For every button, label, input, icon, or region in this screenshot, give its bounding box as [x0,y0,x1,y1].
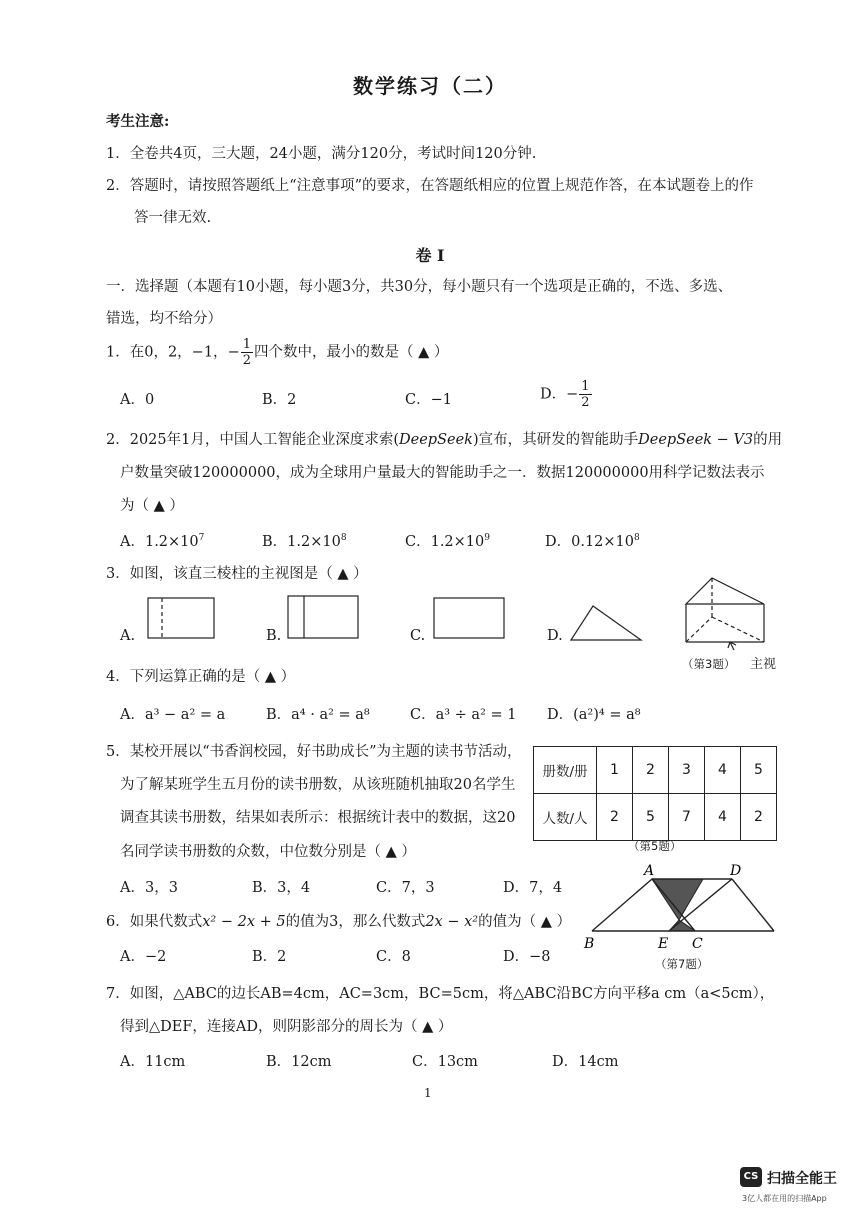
scanner-brand: 扫描全能王 [767,1171,837,1187]
point-a-label: A [644,863,655,879]
table-cell: 2 [597,794,633,841]
table-cell: 5 [633,794,669,841]
q1-option-a: A．0 [120,392,155,408]
q3-prism-figure [676,572,774,652]
table-cell: 2 [741,794,777,841]
q7-caption: （第7题） [655,957,709,971]
volume-title: 卷 I [415,246,445,265]
question-4-stem: 4．下列运算正确的是（ ▲ ） [106,669,296,685]
q3-figure-a [140,592,220,644]
question-5-line-2: 为了解某班学生五月份的读书册数，从该班随机抽取20名学生 [120,777,516,793]
q3-figure-b [282,590,366,646]
q6-option-c: C．8 [376,949,411,965]
page-title: 数学练习（二） [353,74,507,98]
table-cell: 4 [705,747,741,794]
notice-heading: 考生注意: [106,113,170,130]
q6-option-d: D．−8 [503,949,551,965]
q4-option-a: A．a³ − a² = a [120,707,226,723]
q2-option-c: C．$1.2\times 10^9$ [405,533,490,550]
point-e-label: E [658,936,669,952]
q3-figure-c [428,592,508,644]
q5-stats-table [533,746,777,841]
q7-option-a: A．11cm [120,1054,186,1070]
point-c-label: C [692,936,703,952]
question-2-line-3: 为（ ▲ ） [120,498,184,514]
q3-caption: （第3题） [682,657,736,671]
question-5-line-4: 名同学读书册数的众数，中位数分别是（ ▲ ） [120,844,416,860]
q4-option-d: D．(a²)⁴ = a⁸ [547,707,641,723]
table-cell: 3 [669,747,705,794]
q1-option-c: C．−1 [405,392,452,408]
q2-option-b: B．$1.2\times 10^8$ [262,533,347,550]
table-cell: 7 [669,794,705,841]
q3-option-d: D. [547,628,563,644]
question-5-line-3: 调查其读书册数，结果如表所示：根据统计表中的数据，这20 [120,810,516,826]
table-row [534,794,777,841]
table-cell: 4 [705,794,741,841]
q5-option-c: C．7，3 [376,880,435,896]
notice-item-1: 1．全卷共4页，三大题，24小题，满分120分，考试时间120分钟. [106,146,537,162]
q6-option-b: B．2 [252,949,287,965]
q5-option-a: A．3，3 [120,880,178,896]
table-cell: 2 [633,747,669,794]
notice-item-2-cont: 答一律无效. [134,210,212,226]
table-cell: 1 [597,747,633,794]
scanner-tagline: 3亿人都在用的扫描App [742,1194,827,1203]
table-header-books: 册数/册 [534,747,597,794]
q1-option-b: B．2 [262,392,297,408]
table-row [534,747,777,794]
q5-option-d: D．7，4 [503,880,563,896]
q3-option-c: C. [410,628,426,644]
question-7-line-2: 得到△DEF，连接AD，则阴影部分的周长为（ ▲ ） [120,1019,453,1035]
q2-option-d: D．$0.12\times 10^8$ [545,533,640,550]
question-5-line-1: 5．某校开展以“书香润校园，好书助成长”为主题的读书节活动， [106,744,522,760]
question-3-stem: 3．如图，该直三棱柱的主视图是（ ▲ ） [106,566,368,582]
q7-option-d: D．14cm [552,1054,619,1070]
section-1-heading: 一．选择题（本题有10小题，每小题3分，共30分，每小题只有一个选项是正确的，不选、多选、 [106,279,733,295]
q1-option-d: D．− $\frac{1}{2}$ [540,379,590,410]
page-number: 1 [424,1086,432,1100]
q4-option-c: C．a³ ÷ a² = 1 [410,707,517,723]
q7-option-c: C．13cm [412,1054,478,1070]
question-6-stem: 6．如果代数式x² − 2x + 5的值为3，那么代数式2x − x²的值为（ ▲ ） [106,914,571,930]
q3-view-label: 主视 [750,657,777,672]
section-1-heading-cont: 错选，均不给分） [106,311,222,327]
scanner-logo: CS [740,1167,762,1187]
q4-option-b: B．a⁴ · a² = a⁸ [266,707,370,723]
q6-option-a: A．−2 [120,949,167,965]
q7-figure [580,858,780,968]
point-d-label: D [730,863,742,879]
question-1-stem: 1．在0，2，−1，− $\frac{1}{2}$ 四个数中，最小的数是（ ▲ ） [106,337,449,368]
question-2-line-2: 户数量突破120000000，成为全球用户量最大的智能助手之一．数据120000000用科学记数法表示 [120,465,765,481]
question-7-line-1: 7．如图，△ABC的边长AB=4cm，AC=3cm，BC=5cm，将△ABC沿BC方向平移a cm（a<5cm）， [106,986,775,1002]
q3-option-a: A. [120,628,136,644]
q3-option-b: B. [266,628,282,644]
q2-option-a: A．$1.2\times 10^7$ [120,533,205,550]
point-b-label: B [584,936,595,952]
table-header-people: 人数/人 [534,794,597,841]
question-2-line-1: 2．2025年1月，中国人工智能企业深度求索(DeepSeek)宣布，其研发的智能助手DeepSeek − V3的用 [106,432,783,448]
q7-option-b: B．12cm [266,1054,332,1070]
table-cell: 5 [741,747,777,794]
notice-item-2: 2．答题时，请按照答题纸上“注意事项”的要求，在答题纸相应的位置上规范作答，在本试题卷上的作 [106,178,754,194]
q5-caption: （第5题） [628,839,682,853]
q3-figure-d [565,600,645,646]
q5-option-b: B．3，4 [252,880,311,896]
